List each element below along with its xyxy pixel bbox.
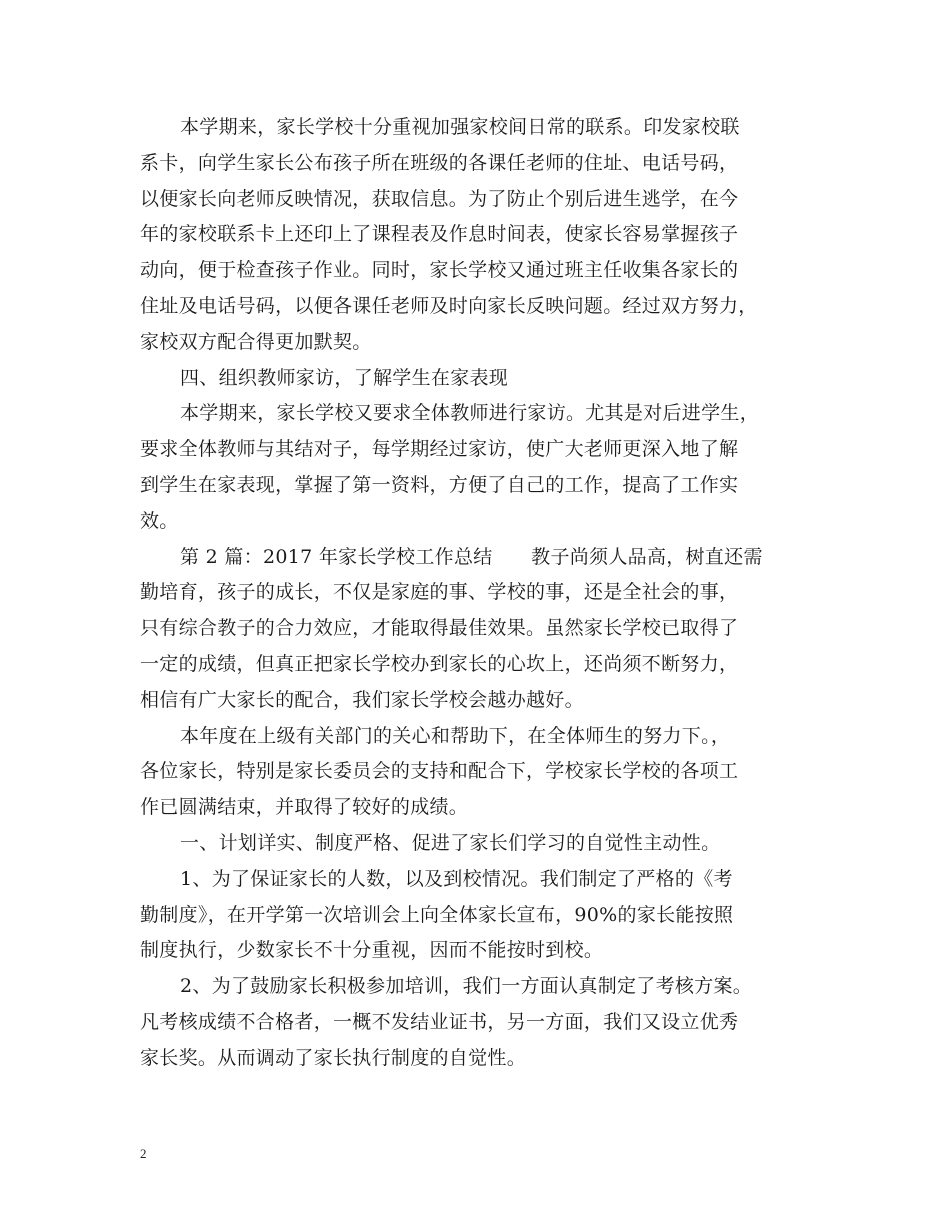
text-line: 本学期来，家长学校十分重视加强家校间日常的联系。印发家校联 xyxy=(180,116,740,138)
text-line: 相信有广大家长的配合，我们家长学校会越办越好。 xyxy=(140,688,584,711)
text-line: 作已圆满结束，并取得了较好的成绩。 xyxy=(140,796,469,819)
text-line: 勤制度》，在开学第一次培训会上向全体家长宣布，90%的家长能按照 xyxy=(140,903,734,926)
text-line: 系卡，向学生家长公布孩子所在班级的各课任老师的住址、电话号码， xyxy=(140,151,739,174)
text-line: 本年度在上级有关部门的关心和帮助下，在全体师生的努力下。， xyxy=(180,724,731,747)
text-line: 制度执行，少数家长不十分重视，因而不能按时到校。 xyxy=(140,939,604,962)
text-line: 本学期来，家长学校又要求全体教师进行家访。尤其是对后进学生， xyxy=(180,402,760,425)
text-line: 一、计划详实、制度严格、促进了家长们学习的自觉性主动性。 xyxy=(180,831,721,854)
page-number: 2 xyxy=(140,1146,147,1161)
text-line: 第 2 篇：2017 年家长学校工作总结 教子尚须人品高，树直还需 xyxy=(180,545,763,568)
text-line: 2、为了鼓励家长积极参加培训，我们一方面认真制定了考核方案。 xyxy=(180,975,753,998)
text-line: 勤培育，孩子的成长，不仅是家庭的事、学校的事，还是全社会的事， xyxy=(140,581,739,604)
text-line: 一定的成绩，但真正把家长学校办到家长的心坎上，还尚须不断努力， xyxy=(140,652,739,675)
text-line: 家校双方配合得更加默契。 xyxy=(140,330,372,353)
text-line: 效。 xyxy=(140,509,179,532)
text-line: 以便家长向老师反映情况，获取信息。为了防止个别后进生逃学，在今 xyxy=(140,187,739,210)
text-line: 动向，便于检查孩子作业。同时，家长学校又通过班主任收集各家长的 xyxy=(140,259,739,282)
text-line: 年的家校联系卡上还印上了课程表及作息时间表，使家长容易掌握孩子 xyxy=(140,223,739,246)
document-body xyxy=(140,110,820,1077)
text-line: 四、组织教师家访，了解学生在家表现 xyxy=(180,366,509,389)
text-line: 住址及电话号码，以便各课任老师及时向家长反映问题。经过双方努力， xyxy=(140,294,758,317)
text-line: 1、为了保证家长的人数，以及到校情况。我们制定了严格的《考 xyxy=(180,867,733,890)
text-line: 各位家长，特别是家长委员会的支持和配合下，学校家长学校的各项工 xyxy=(140,760,739,783)
text-line: 家长奖。从而调动了家长执行制度的自觉性。 xyxy=(140,1046,527,1069)
text-line: 只有综合教子的合力效应，才能取得最佳效果。虽然家长学校已取得了 xyxy=(140,617,739,640)
text-line: 到学生在家表现，掌握了第一资料，方便了自己的工作，提高了工作实 xyxy=(140,473,739,496)
text-line: 要求全体教师与其结对子，每学期经过家访，使广大老师更深入地了解 xyxy=(140,438,739,461)
text-line: 凡考核成绩不合格者，一概不发结业证书，另一方面，我们又设立优秀 xyxy=(140,1010,739,1033)
